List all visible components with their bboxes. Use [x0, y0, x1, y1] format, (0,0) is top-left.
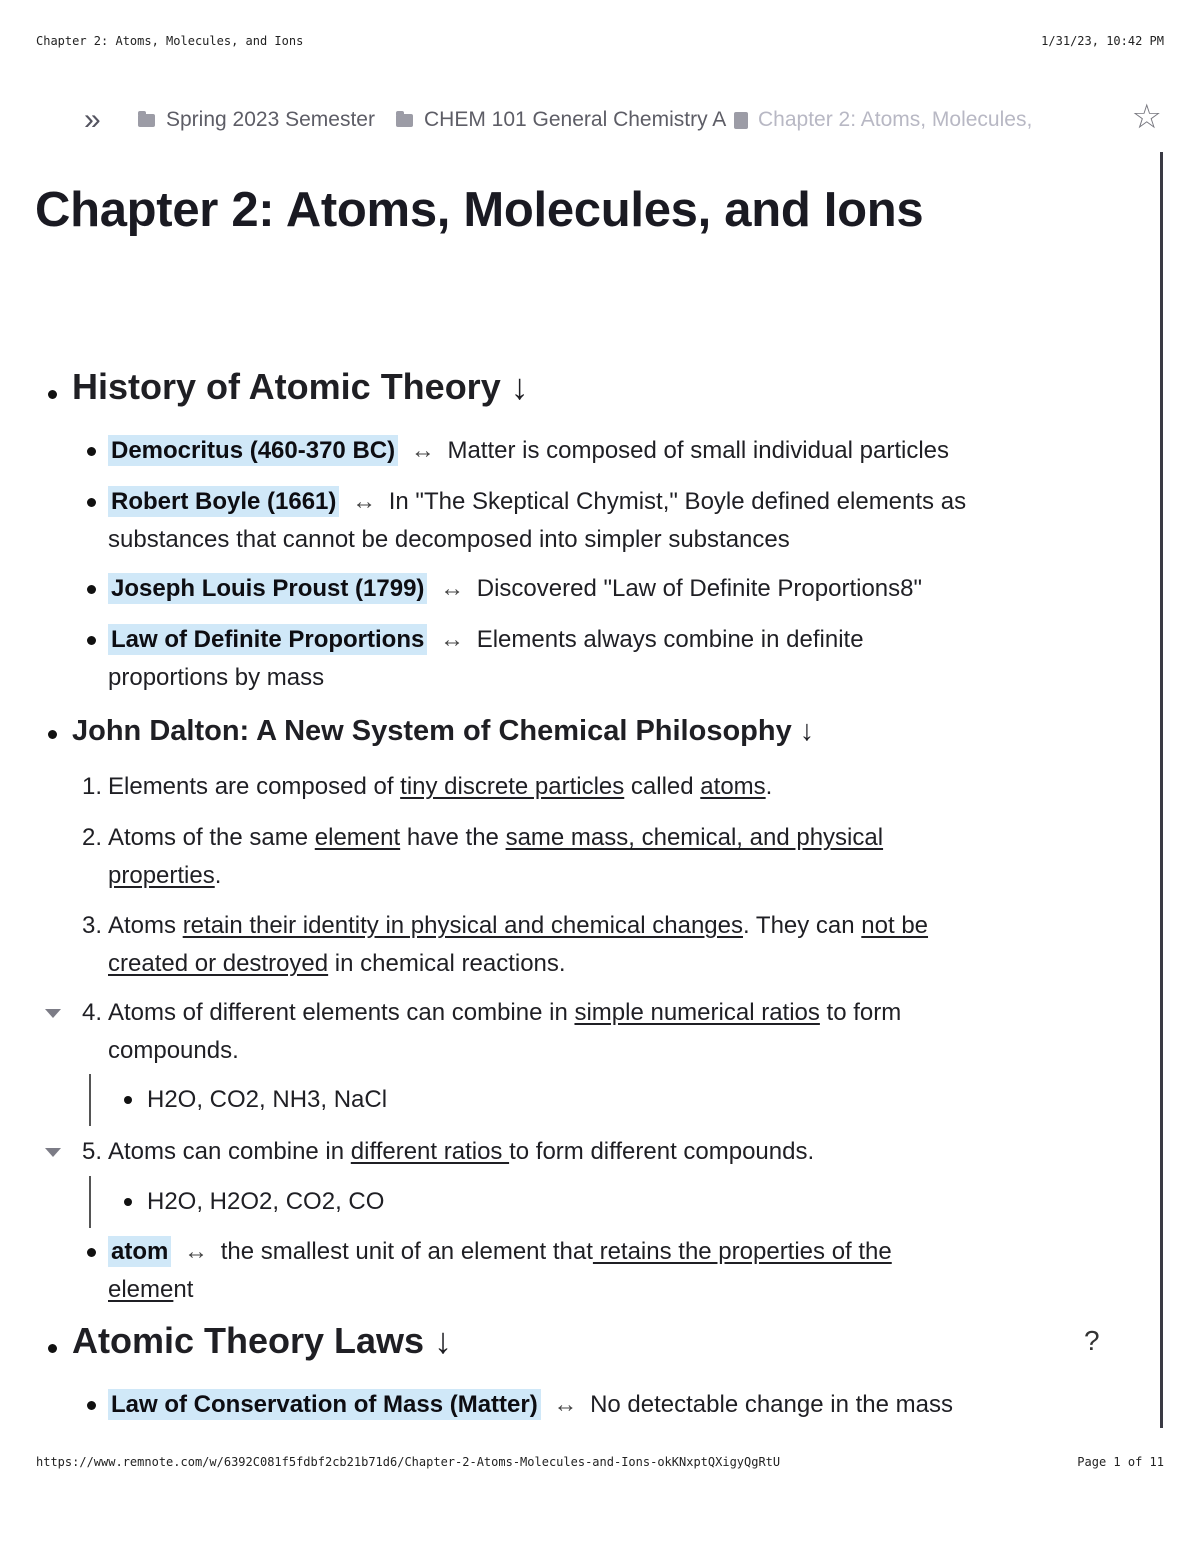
expand-sidebar-icon[interactable]: » [84, 103, 101, 136]
term-highlight: Law of Conservation of Mass (Matter) [108, 1389, 541, 1420]
bullet[interactable] [48, 730, 57, 739]
bidirectional-arrow-icon: ↔ [184, 1238, 209, 1265]
bidirectional-arrow-icon: ↔ [440, 626, 465, 653]
breadcrumb [84, 100, 1164, 140]
list-number: 5. [82, 1138, 103, 1165]
page-title: Chapter 2: Atoms, Molecules, and Ions [35, 183, 924, 237]
star-icon[interactable]: ☆ [1131, 98, 1162, 136]
bullet[interactable] [87, 1401, 96, 1410]
list-number: 3. [82, 912, 103, 939]
term-highlight: Robert Boyle (1661) [108, 486, 339, 517]
list-number: 4. [82, 999, 103, 1026]
list-number: 2. [82, 824, 103, 851]
bidirectional-arrow-icon: ↔ [410, 437, 435, 464]
print-url: https://www.remnote.com/w/6392C081f5fdbf2cb21b71d6/Chapter-2-Atoms-Molecules-and-Ions-okKNxptQXigyQgRtU [36, 1455, 781, 1469]
breadcrumb-item-semester[interactable]: Spring 2023 Semester [138, 108, 392, 132]
bidirectional-arrow-icon: ↔ [352, 488, 377, 515]
collapse-caret-icon[interactable] [45, 1009, 61, 1018]
child-indent-line [89, 1074, 91, 1126]
term-highlight: Law of Definite Proportions [108, 624, 427, 655]
breadcrumb-item-current[interactable]: Chapter 2: Atoms, Molecules, [734, 108, 1064, 132]
bidirectional-arrow-icon: ↔ [440, 575, 465, 602]
print-datetime: 1/31/23, 10:42 PM [1041, 34, 1164, 48]
child-indent-line [89, 1176, 91, 1228]
bullet[interactable] [87, 1248, 96, 1257]
document-icon [734, 112, 748, 129]
scrollbar[interactable] [1160, 152, 1163, 1428]
print-title: Chapter 2: Atoms, Molecules, and Ions [36, 34, 304, 48]
bidirectional-arrow-icon: ↔ [553, 1391, 578, 1418]
list-number: 1. [82, 773, 103, 800]
collapse-arrow-icon[interactable]: ↓ [799, 715, 815, 747]
collapse-arrow-icon[interactable]: ↓ [434, 1320, 453, 1361]
help-icon[interactable]: ? [1084, 1325, 1100, 1356]
bullet[interactable] [48, 1344, 57, 1353]
print-header [36, 34, 1164, 48]
bullet[interactable] [124, 1198, 132, 1206]
term-highlight: Democritus (460-370 BC) [108, 435, 398, 466]
print-footer [36, 1455, 1164, 1469]
term-highlight: Joseph Louis Proust (1799) [108, 573, 427, 604]
bullet[interactable] [124, 1096, 132, 1104]
bullet[interactable] [87, 585, 96, 594]
collapse-caret-icon[interactable] [45, 1148, 61, 1157]
bullet[interactable] [87, 447, 96, 456]
bullet[interactable] [87, 498, 96, 507]
folder-icon [396, 114, 413, 127]
folder-icon [138, 114, 155, 127]
breadcrumb-item-course[interactable]: CHEM 101 General Chemistry A [396, 108, 730, 132]
collapse-arrow-icon[interactable]: ↓ [510, 366, 529, 407]
bullet[interactable] [87, 636, 96, 645]
print-page-number: Page 1 of 11 [1077, 1455, 1164, 1469]
term-highlight: atom [108, 1236, 171, 1267]
bullet[interactable] [48, 390, 57, 399]
